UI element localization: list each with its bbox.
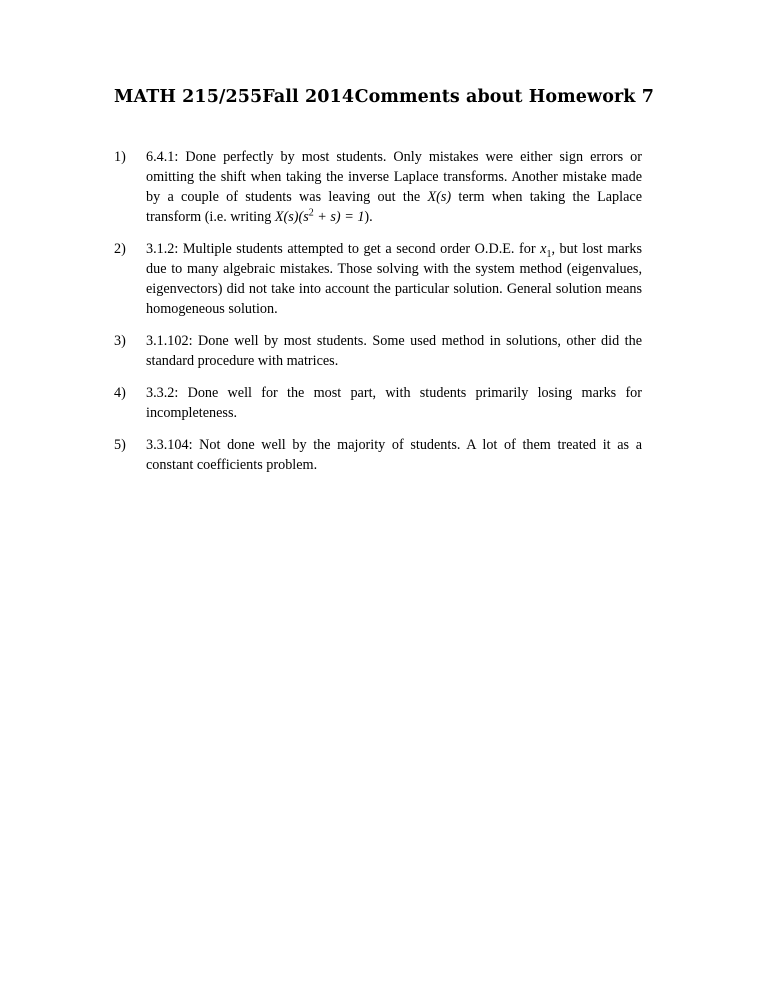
comment-item [114,331,642,371]
item-number: 2) [114,241,126,257]
math-subscript: 1 [546,248,552,260]
comment-item [114,383,642,423]
math-base: X(s)(s [274,209,309,225]
text-segment: ). [364,209,373,225]
item-number: 3) [114,333,126,349]
item-number: 1) [114,149,126,165]
document-header [114,87,654,107]
item-text: 3.3.2: Done well for the most part, with students primarily losing marks for incompleteness. [146,385,642,421]
comment-item [114,239,642,319]
text-segment: 3.1.2: Multiple students attempted to get a second order O.D.E. for [146,241,541,257]
math-expression: X(s) [427,189,452,205]
text-segment: , but lost marks due to many algebraic mistakes. Those solving with the system method (eigenvalues, eigenvectors) did not take into account the particular solution. General solution means homogeneous solution. [146,241,642,317]
course-code: MATH 215/255 [114,87,263,107]
math-base: x [540,241,547,257]
comment-item [114,147,642,227]
item-number: 5) [114,437,126,453]
document-title: Comments about Homework 7 [354,87,654,107]
item-number: 4) [114,385,126,401]
item-text: 3.3.104: Not done well by the majority of students. A lot of them treated it as a constant coefficients problem. [146,437,642,473]
term-label: Fall 2014 [262,87,355,107]
math-expression [540,241,552,260]
item-text [146,239,642,319]
item-text: 3.1.102: Done well by most students. Some used method in solutions, other did the standard procedure with matrices. [146,333,642,369]
text-segment: 6.4.1: Done perfectly by most students. Only mistakes were either sign errors or omitting the shift when taking the inverse Laplace transforms. Another mistake made by a couple of students was leaving out the [146,149,642,205]
text-segment: term when taking the Laplace transform (i.e. writing [146,189,642,225]
math-expression [275,209,365,225]
math-superscript: 2 [308,207,314,219]
math-tail: + s) = 1 [313,209,365,225]
comments-list [114,147,642,487]
item-text [146,147,642,227]
comment-item [114,435,642,475]
